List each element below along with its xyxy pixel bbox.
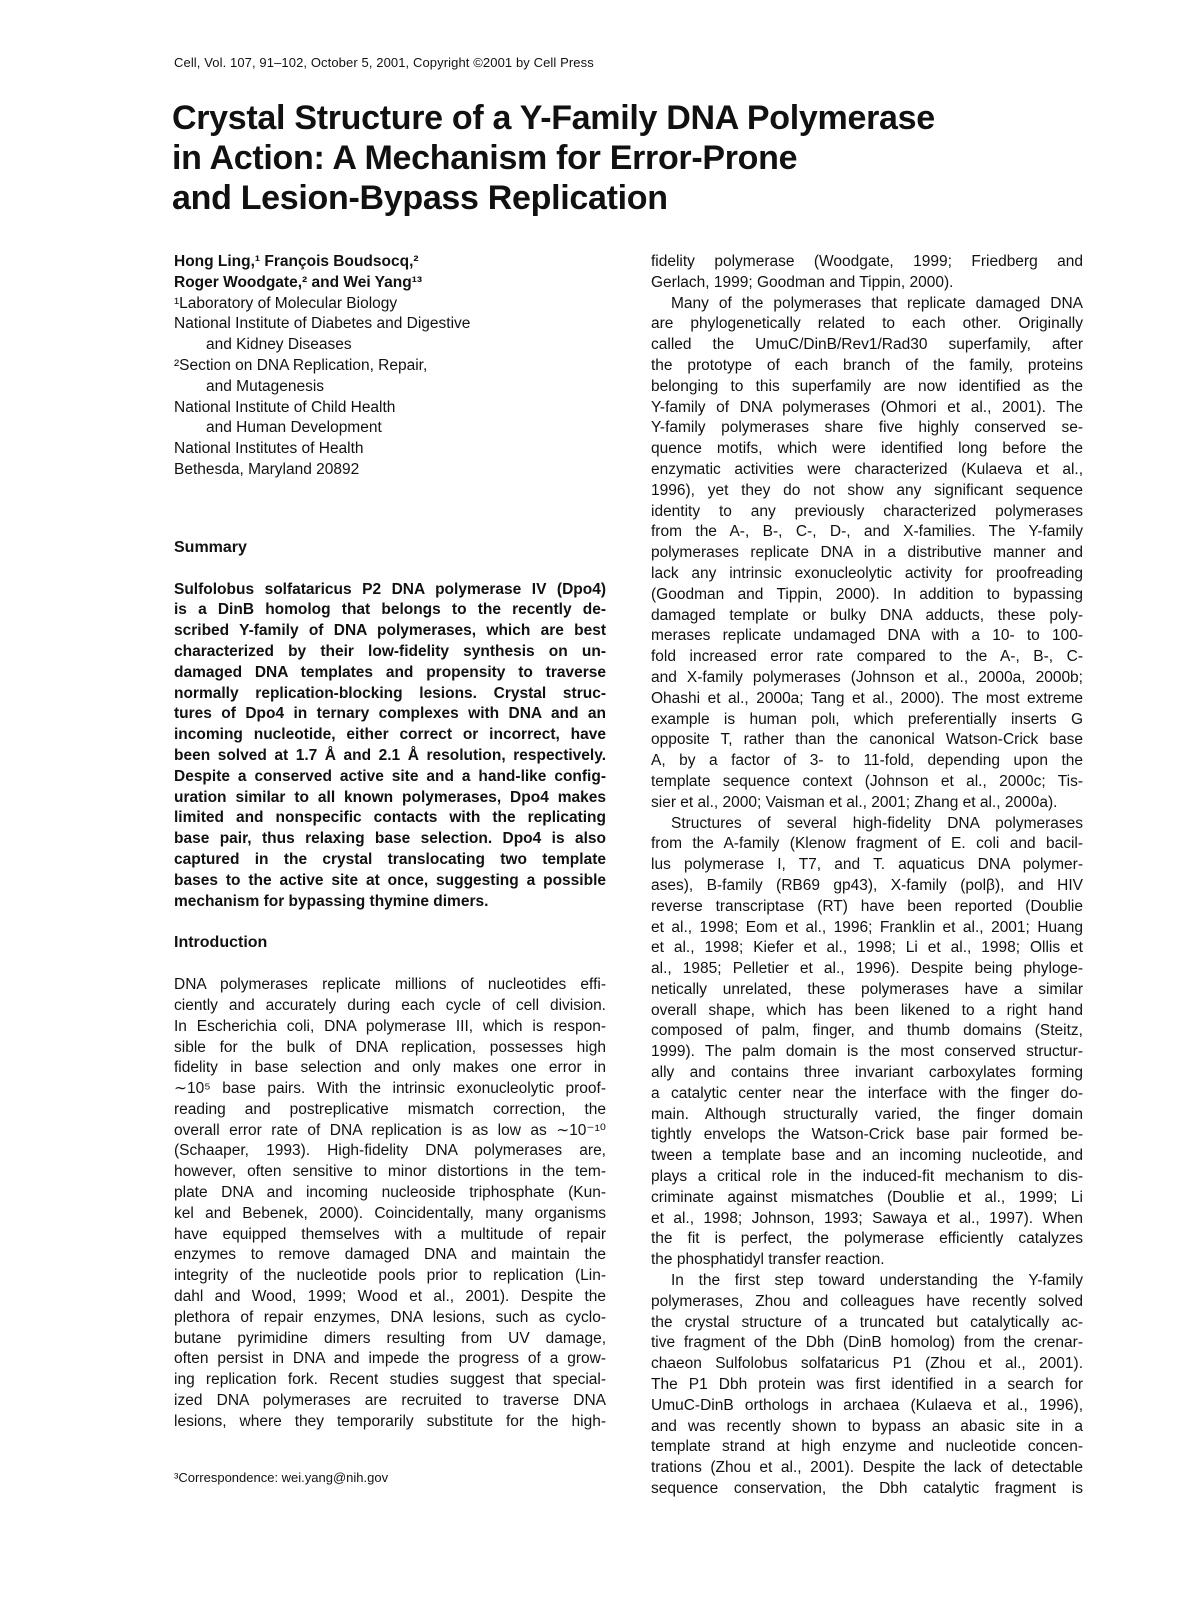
title-line: and Lesion-Bypass Replication (172, 179, 668, 217)
text-line: overall error rate of DNA replication is as low as ∼10⁻¹⁰ (174, 1121, 606, 1139)
text-line: fold increased error rate compared to the A-, B-, C- (651, 648, 1083, 666)
text-line: (Schaaper, 1993). High-fidelity DNA polymerases are, (174, 1142, 606, 1160)
affiliation-line: and Kidney Diseases (206, 336, 352, 354)
summary-heading: Summary (174, 538, 247, 556)
text-line: sier et al., 2000; Vaisman et al., 2001; Zhang et al., 2000a). (651, 793, 1058, 811)
affiliation-line: ¹Laboratory of Molecular Biology (174, 294, 398, 312)
text-line: template strand at high enzyme and nucleotide concen- (651, 1438, 1083, 1456)
text-line: the crystal structure of a truncated but catalytically ac- (651, 1313, 1083, 1331)
right-column (651, 252, 1083, 1500)
text-line: In the first step toward understanding the Y-family (671, 1272, 1083, 1290)
text-line: The P1 Dbh protein was first identified in a search for (651, 1376, 1083, 1394)
text-line: polymerases, Zhou and colleagues have recently solved (651, 1292, 1083, 1310)
author-line: Hong Ling,¹ François Boudsocq,² (174, 253, 419, 270)
text-line: (Goodman and Tippin, 2000). In addition to bypassing (651, 585, 1083, 603)
text-line: have equipped themselves with a multitude of repair (174, 1225, 606, 1243)
text-line: Sulfolobus solfataricus P2 DNA polymerase IV (Dpo4) (174, 580, 606, 598)
text-line: ing replication fork. Recent studies suggest that special- (174, 1371, 606, 1389)
text-line: called the UmuC/DinB/Rev1/Rad30 superfamily, after (651, 336, 1083, 354)
affiliation-line: and Mutagenesis (206, 377, 325, 395)
affiliation-line: ²Section on DNA Replication, Repair, (174, 356, 428, 374)
text-line: been solved at 1.7 Å and 2.1 Å resolution, respectively. (174, 746, 606, 764)
text-line: example is human polι, which preferentially inserts G (651, 710, 1083, 728)
text-line: damaged DNA templates and propensity to traverse (174, 663, 606, 681)
journal-citation: Cell, Vol. 107, 91–102, October 5, 2001, Copyright ©2001 by Cell Press (174, 55, 594, 70)
text-line: kel and Bebenek, 2000). Coincidentally, many organisms (174, 1204, 606, 1222)
affiliation-line: National Institute of Child Health (174, 398, 396, 416)
text-line: plethora of repair enzymes, DNA lesions, such as cyclo- (174, 1308, 606, 1326)
text-line: scribed Y-family of DNA polymerases, which are best (174, 622, 606, 640)
text-line: is a DinB homolog that belongs to the recently de- (174, 601, 606, 619)
summary-abstract (174, 580, 606, 913)
text-line: reverse transcriptase (RT) have been reported (Doublie (651, 897, 1083, 915)
text-line: et al., 1998; Kiefer et al., 1998; Li et al., 1998; Ollis et (651, 939, 1083, 957)
text-line: chaeon Sulfolobus solfataricus P1 (Zhou et al., 2001). (651, 1355, 1083, 1373)
text-line: Ohashi et al., 2000a; Tang et al., 2000). The most extreme (651, 689, 1083, 707)
text-line: lesions, where they temporarily substitute for the high- (174, 1412, 606, 1430)
text-line: plate DNA and incoming nucleoside triphosphate (Kun- (174, 1184, 606, 1202)
text-line: fidelity polymerase (Woodgate, 1999; Friedberg and (651, 253, 1083, 270)
text-line: however, often sensitive to minor distortions in the tem- (174, 1163, 606, 1181)
text-line: merases replicate undamaged DNA with a 10- to 100- (651, 627, 1083, 645)
text-line: enzymatic activities were characterized (Kulaeva et al., (651, 460, 1083, 478)
text-line: plays a critical role in the induced-fit mechanism to dis- (651, 1168, 1083, 1186)
text-line: damaged template or bulky DNA adducts, these poly- (651, 606, 1083, 624)
body-paragraph (651, 1271, 1083, 1500)
text-line: ally and contains three invariant carboxylates forming (651, 1064, 1083, 1082)
affiliation-line: National Institutes of Health (174, 440, 364, 458)
text-line: DNA polymerases replicate millions of nucleotides effi- (174, 976, 606, 994)
text-line: tightly envelops the Watson-Crick base pair formed be- (651, 1126, 1083, 1144)
text-line: tween a template base and an incoming nucleotide, and (651, 1147, 1083, 1165)
text-line: belonging to this superfamily are now identified as the (651, 377, 1083, 395)
text-line: A, by a factor of 3- to 11-fold, depending upon the (651, 752, 1083, 770)
text-line: from the A-family (Klenow fragment of E. coli and bacil- (651, 835, 1083, 853)
text-line: Y-family of DNA polymerases (Ohmori et al., 2001). The (651, 398, 1083, 416)
text-line: enzymes to remove damaged DNA and maintain the (174, 1246, 606, 1264)
text-line: the fit is perfect, the polymerase efficiently catalyzes (651, 1230, 1083, 1248)
body-paragraph (651, 814, 1083, 1272)
text-line: trations (Zhou et al., 2001). Despite the lack of detectable (651, 1459, 1083, 1477)
text-line: normally replication-blocking lesions. Crystal struc- (174, 684, 606, 702)
text-line: ized DNA polymerases are recruited to traverse DNA (174, 1392, 606, 1410)
text-line: opposite T, rather than the canonical Watson-Crick base (651, 731, 1083, 749)
affiliation-line: Bethesda, Maryland 20892 (174, 460, 360, 478)
text-line: criminate against mismatches (Doublie et al., 1999; Li (651, 1188, 1083, 1206)
text-line: UmuC-DinB orthologs in archaea (Kulaeva et al., 1996), (651, 1396, 1083, 1414)
text-line: characterized by their low-fidelity synthesis on un- (174, 642, 606, 660)
text-line: and X-family polymerases (Johnson et al., 2000a, 2000b; (651, 668, 1083, 686)
text-line: base pair, thus relaxing base selection. Dpo4 is also (174, 830, 606, 848)
text-line: sible for the bulk of DNA replication, possesses high (174, 1038, 606, 1056)
text-line: Despite a conserved active site and a hand-like config- (174, 767, 606, 785)
text-line: 1996), yet they do not show any significant sequence (651, 481, 1083, 499)
text-line: lack any intrinsic exonucleolytic activity for proofreading (651, 564, 1083, 582)
text-line: and was recently shown to bypass an abasic site in a (651, 1417, 1083, 1435)
text-line: fidelity in base selection and only makes one error in (174, 1059, 606, 1077)
text-line: Structures of several high-fidelity DNA polymerases (671, 814, 1083, 832)
affiliations (174, 294, 606, 481)
text-line: composed of palm, finger, and thumb domains (Steitz, (651, 1022, 1083, 1040)
text-line: from the A-, B-, C-, D-, and X-families. The Y-family (651, 523, 1083, 541)
left-column (174, 252, 606, 1433)
text-line: quence motifs, which were identified long before the (651, 440, 1083, 458)
text-line: et al., 1998; Johnson, 1993; Sawaya et al., 1997). When (651, 1209, 1083, 1227)
text-line: the phosphatidyl transfer reaction. (651, 1251, 885, 1269)
body-paragraph (651, 252, 1083, 294)
text-line: polymerases replicate DNA in a distributive manner and (651, 544, 1083, 562)
text-line: bases to the active site at once, suggesting a possible (174, 871, 606, 889)
text-line: 1999). The palm domain is the most conserved structur- (651, 1043, 1083, 1061)
body-paragraph (651, 294, 1083, 814)
text-line: Gerlach, 1999; Goodman and Tippin, 2000). (651, 273, 954, 291)
text-line: tive fragment of the Dbh (DinB homolog) from the crenar- (651, 1334, 1083, 1352)
introduction-paragraph (174, 975, 606, 1433)
title-line: in Action: A Mechanism for Error-Prone (172, 139, 798, 177)
title-line: Crystal Structure of a Y-Family DNA Polymerase (172, 99, 935, 137)
text-line: al., 1985; Pelletier et al., 1996). Despite being phyloge- (651, 960, 1083, 978)
text-line: tures of Dpo4 in ternary complexes with DNA and an (174, 705, 606, 723)
text-line: Many of the polymerases that replicate damaged DNA (671, 294, 1083, 312)
text-line: limited and nonspecific contacts with the replicating (174, 809, 606, 827)
text-line: In Escherichia coli, DNA polymerase III, which is respon- (174, 1017, 606, 1035)
text-line: uration similar to all known polymerases, Dpo4 makes (174, 788, 606, 806)
affiliation-line: National Institute of Diabetes and Digestive (174, 315, 471, 333)
text-line: et al., 1998; Eom et al., 1996; Franklin et al., 2001; Huang (651, 918, 1083, 936)
affiliation-line: and Human Development (206, 419, 382, 437)
text-line: Y-family polymerases share five highly conserved se- (651, 419, 1083, 437)
text-line: ∼10⁵ base pairs. With the intrinsic exonucleolytic proof- (174, 1080, 606, 1098)
text-line: identity to any previously characterized polymerases (651, 502, 1083, 520)
text-line: lus polymerase I, T7, and T. aquaticus DNA polymer- (651, 856, 1083, 874)
paper-title (172, 98, 1072, 218)
text-line: template sequence context (Johnson et al., 2000c; Tis- (651, 772, 1083, 790)
author-line: Roger Woodgate,² and Wei Yang¹³ (174, 273, 423, 291)
text-line: the prototype of each branch of the family, proteins (651, 356, 1083, 374)
text-line: ciently and accurately during each cycle of cell division. (174, 996, 606, 1014)
text-line: are phylogenetically related to each other. Originally (651, 315, 1083, 333)
text-line: often persist in DNA and impede the progress of a grow- (174, 1350, 606, 1368)
introduction-heading: Introduction (174, 934, 268, 952)
author-list (174, 252, 606, 294)
text-line: overall shape, which has been likened to a right hand (651, 1001, 1083, 1019)
text-line: netically unrelated, these polymerases have a similar (651, 980, 1083, 998)
text-line: captured in the crystal translocating two template (174, 850, 606, 868)
text-line: ases), B-family (RB69 gp43), X-family (polβ), and HIV (651, 876, 1083, 894)
correspondence-footnote: ³Correspondence: wei.yang@nih.gov (174, 1470, 389, 1485)
text-line: main. Although structurally varied, the finger domain (651, 1105, 1083, 1123)
text-line: a catalytic center near the interface with the finger do- (651, 1084, 1083, 1102)
text-line: mechanism for bypassing thymine dimers. (174, 892, 489, 910)
text-line: dahl and Wood, 1999; Wood et al., 2001). Despite the (174, 1288, 606, 1306)
text-line: sequence conservation, the Dbh catalytic fragment is (651, 1480, 1083, 1498)
text-line: integrity of the nucleotide pools prior to replication (Lin- (174, 1267, 606, 1285)
text-line: butane pyrimidine dimers resulting from UV damage, (174, 1329, 606, 1347)
text-line: incoming nucleotide, either correct or incorrect, have (174, 726, 606, 744)
text-line: reading and postreplicative mismatch correction, the (174, 1100, 606, 1118)
